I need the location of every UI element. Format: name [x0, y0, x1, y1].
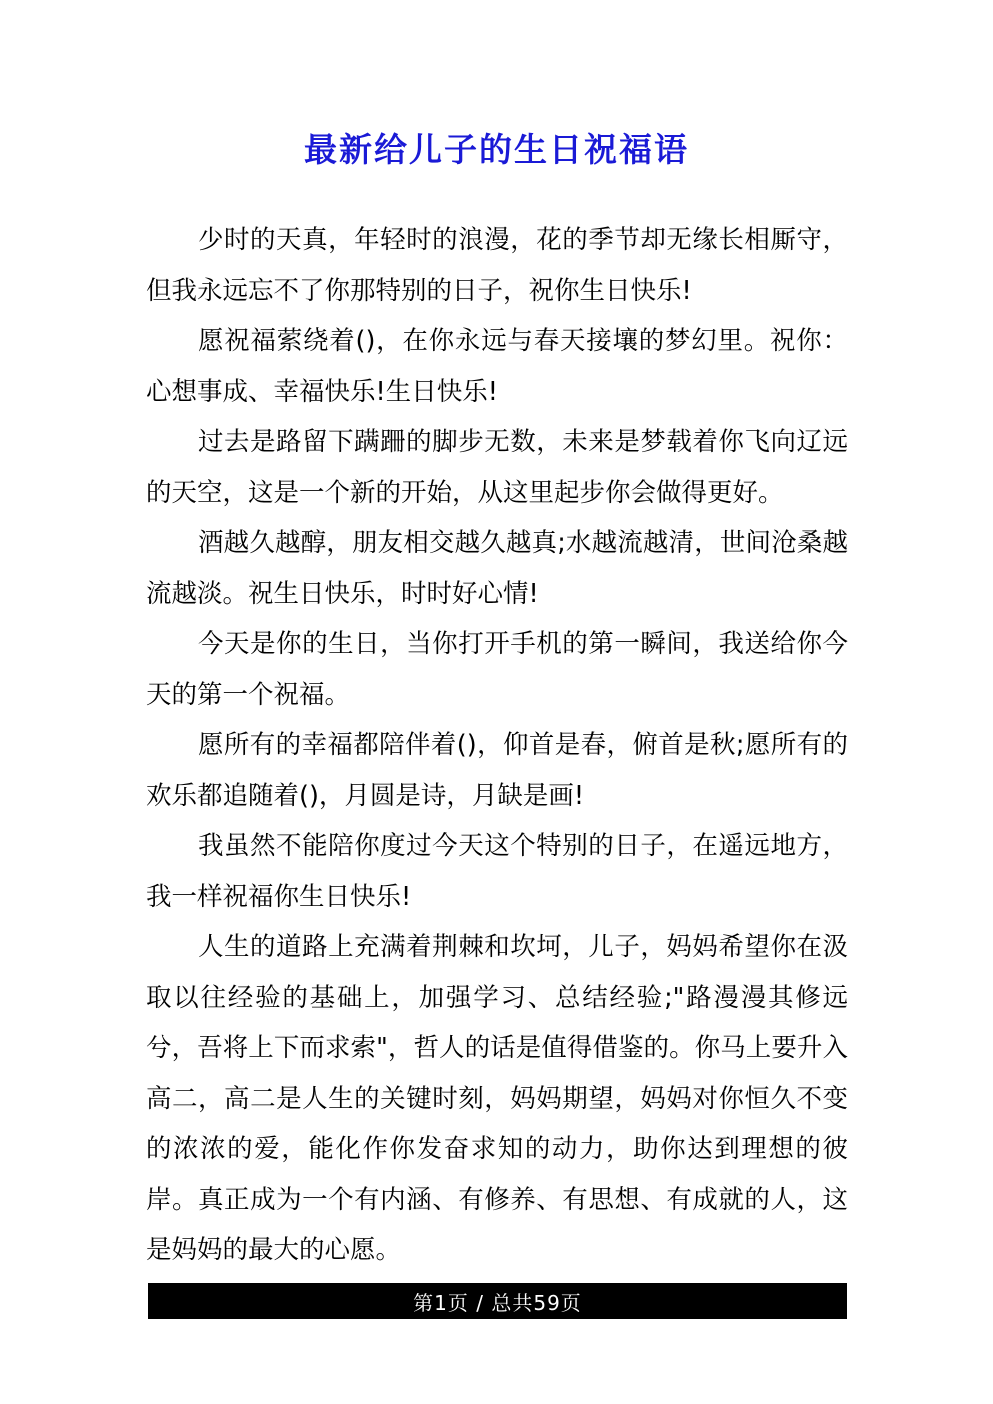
- paragraph: 少时的天真，年轻时的浪漫，花的季节却无缘长相厮守，但我永远忘不了你那特别的日子，祝你生日快乐!: [146, 225, 848, 306]
- paragraph: 愿所有的幸福都陪伴着()，仰首是春，俯首是秋;愿所有的欢乐都追随着()，月圆是诗，月缺是画!: [146, 730, 848, 811]
- document-body: [146, 215, 848, 1276]
- paragraph: 我虽然不能陪你度过今天这个特别的日子，在遥远地方，我一样祝福你生日快乐!: [146, 831, 848, 912]
- page-footer-bar: [148, 1283, 847, 1319]
- paragraph: 今天是你的生日，当你打开手机的第一瞬间，我送给你今天的第一个祝福。: [146, 629, 848, 710]
- paragraph: 愿祝福萦绕着()，在你永远与春天接壤的梦幻里。祝你：心想事成、幸福快乐!生日快乐!: [146, 326, 848, 407]
- paragraph: 过去是路留下蹒跚的脚步无数，未来是梦载着你飞向辽远的天空，这是一个新的开始，从这里起步你会做得更好。: [146, 427, 848, 508]
- paragraph: 酒越久越醇，朋友相交越久越真;水越流越清，世间沧桑越流越淡。祝生日快乐，时时好心情!: [146, 528, 848, 609]
- paragraph: 人生的道路上充满着荆棘和坎坷，儿子，妈妈希望你在汲取以往经验的基础上，加强学习、总结经验;"路漫漫其修远兮，吾将上下而求索"，哲人的话是值得借鉴的。你马上要升入高二，高二是人生的关键时刻，妈妈期望，妈妈对你恒久不变的浓浓的爱，能化作你发奋求知的动力，助你达到理想的彼岸。真正成为一个有内涵、有修养、有思想、有成就的人，这是妈妈的最大的心愿。: [146, 932, 848, 1265]
- page-number-label: 第1页 / 总共59页: [413, 1290, 582, 1315]
- page-title: 最新给儿子的生日祝福语: [304, 130, 689, 169]
